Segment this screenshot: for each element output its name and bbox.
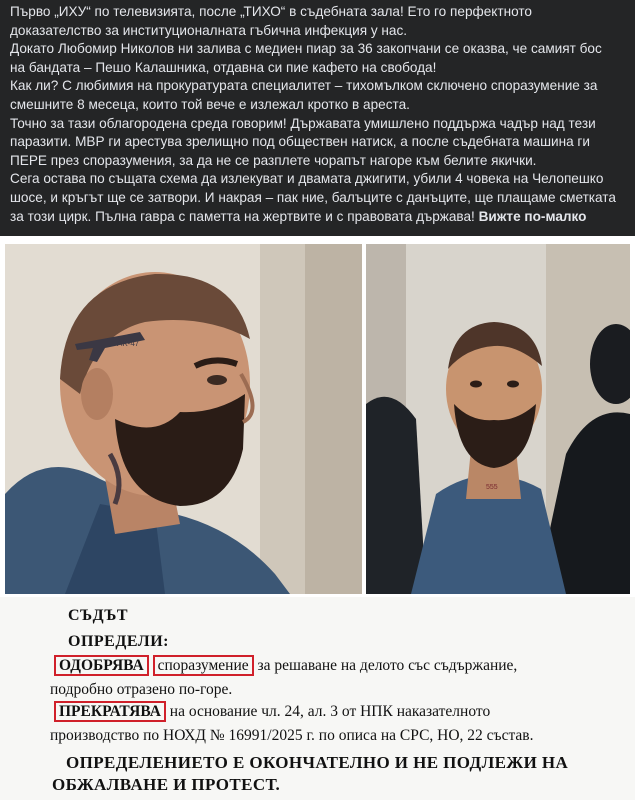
- ruling-line-terminates: [54, 703, 490, 721]
- final-statement-line: ОПРЕДЕЛЕНИЕТО Е ОКОНЧАТЕЛНО И НЕ ПОДЛЕЖИ НА: [66, 753, 569, 772]
- post-line: смешните 8 месеца, които той вече е излежал кротко в ареста.: [10, 96, 410, 112]
- tattoo-text: AK-47: [117, 339, 140, 348]
- post-line: Точно за тази облагородена среда говорим! Държавата умишлено поддържа чадър над тези: [10, 115, 596, 131]
- see-less-link[interactable]: Вижте по-малко: [478, 208, 587, 224]
- decided-heading: ОПРЕДЕЛИ:: [68, 633, 169, 650]
- post-line: Как ли? С любимия на прокуратурата специалитет – тихомълком сключено споразумение за: [10, 78, 598, 94]
- post-image[interactable]: [0, 236, 635, 597]
- suspect-front-illustration: [366, 244, 630, 594]
- post-line-text: за този цирк. Пълна гавра с паметта на жертвите и с правовата държава!: [10, 208, 475, 224]
- court-heading: СЪДЪТ: [68, 607, 129, 624]
- photo-left-suspect-profile[interactable]: [5, 244, 362, 594]
- post-line: Първо „ИХУ“ по телевизията, после „ТИХО“ в съдебната зала! Ето го перфектното: [10, 4, 532, 19]
- ruling-text: на основание чл. 24, ал. 3 от НПК наказателното: [169, 703, 491, 720]
- approves-highlight: ОДОБРЯВА: [54, 655, 149, 676]
- post-text: [0, 0, 635, 236]
- post-line: ПЕРЕ през споразумения, за да не се разплете чорапът нагоре към белите якички.: [10, 152, 537, 168]
- post-last-line: [10, 208, 625, 227]
- post-line: паразити. МВР ги арестува зрелищно под обществен натиск, а после съдебната машина ги: [10, 134, 590, 150]
- post-line: шосе, и кръгът ще се затвори. И накрая – пак ние, балъците с данъците, ще плащаме сметката: [10, 189, 616, 205]
- ruling-text: за решаване на делото със съдържание,: [257, 657, 518, 674]
- post-line: на бандата – Пешо Калашника, отдавна си пие кафето на свобода!: [10, 59, 437, 75]
- terminates-highlight: ПРЕКРАТЯВА: [54, 701, 166, 722]
- suspect-profile-illustration: [5, 244, 362, 594]
- post-line: Сега остава по същата схема да излекуват и двамата джигити, убили 4 човека на Челопешко: [10, 171, 604, 187]
- ruling-line-approves: [54, 657, 517, 675]
- post-line: доказателство за институционалната гъбична инфекция у нас.: [10, 22, 408, 38]
- final-statement-line: ОБЖАЛВАНЕ И ПРОТЕСТ.: [52, 775, 281, 794]
- ruling-line: производство по НОХД № 16991/2025 г. по описа на СРС, НО, 22 състав.: [50, 727, 534, 744]
- agreement-highlight: споразумение: [153, 655, 254, 676]
- court-ruling-excerpt: [0, 597, 635, 800]
- ruling-line: подробно отразено по-горе.: [50, 681, 233, 698]
- post-line: Докато Любомир Николов ни залива с медиен пиар за 36 закопчани се оказва, че самият бос: [10, 41, 602, 57]
- neck-tattoo-text: 555: [486, 484, 498, 491]
- photo-right-suspect-front[interactable]: [366, 244, 630, 594]
